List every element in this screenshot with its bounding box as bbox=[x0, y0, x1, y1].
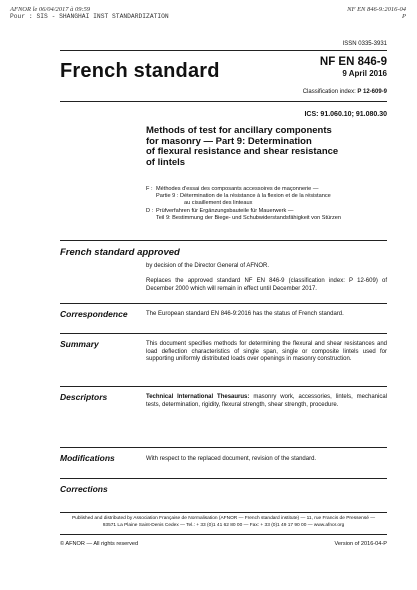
document-title-line-4: of lintels bbox=[146, 156, 186, 168]
descriptors-keywords: masonry work, accessories, lintels, mechanical tests, determination, rigidity, flexural strength, shear strength, procedure. bbox=[146, 394, 388, 408]
german-line-1: Prüfverfahren für Ergänzungsbauteile für Mauerwerk — bbox=[156, 207, 294, 214]
reference-line-2: P bbox=[402, 13, 406, 20]
modifications-heading: Modifications bbox=[60, 453, 115, 463]
stamp-line-1: AFNOR le 06/04/2017 à 09:59 bbox=[10, 6, 91, 13]
publisher-line-2: 93571 La Plaine Saint-Denis Cedex — Tel.: + 33 (0)1 41 62 80 00 — Fax: + 33 (0)1 49 17 90 00 — www.afnor.org bbox=[102, 522, 345, 528]
version-label: Version of 2016-04-P bbox=[334, 541, 387, 547]
approved-text-2: Replaces the approved standard NF EN 846-9 (classification index: P 12-609) of December 2000 which will remain in effect until December 2017. bbox=[146, 278, 387, 292]
approved-heading: French standard approved bbox=[60, 247, 180, 258]
summary-heading: Summary bbox=[60, 339, 99, 349]
publisher-info bbox=[60, 516, 387, 529]
classification-value: P 12-609-9 bbox=[357, 89, 387, 95]
descriptors-text bbox=[146, 394, 387, 409]
issn-label: ISSN 0335-3931 bbox=[342, 41, 387, 47]
ics-codes: ICS: 91.060.10; 91.080.30 bbox=[304, 111, 387, 118]
page-title: French standard bbox=[60, 60, 220, 82]
corrections-heading: Corrections bbox=[60, 484, 108, 494]
french-tag: F : bbox=[146, 186, 153, 192]
document-reference bbox=[347, 6, 406, 20]
german-line-2: Teil 9: Bestimmung der Biege- und Schubwiderstandsfähigkeit von Stürzen bbox=[156, 214, 342, 221]
copyright-notice: © AFNOR — All rights reserved bbox=[60, 541, 139, 547]
descriptors-label: Technical International Thesaurus: bbox=[146, 394, 250, 400]
modifications-text: With respect to the replaced document, revision of the standard. bbox=[146, 456, 317, 462]
correspondence-text: The European standard EN 846-9:2016 has the status of French standard. bbox=[146, 311, 344, 317]
document-title bbox=[146, 126, 386, 168]
document-title-line-1: Methods of test for ancillary components bbox=[146, 125, 332, 136]
footer-bottom-rule bbox=[60, 534, 387, 535]
top-rule bbox=[60, 50, 387, 51]
french-line-1: Méthodes d'essai des composants accessoires de maçonnerie — bbox=[156, 186, 319, 192]
modifications-rule bbox=[60, 447, 387, 448]
document-title-line-3: of flexural resistance and shear resistance bbox=[146, 146, 339, 157]
reference-line-1: NF EN 846-9:2016-04 bbox=[347, 6, 406, 13]
download-stamp bbox=[10, 6, 169, 20]
document-title-line-2: for masonry — Part 9: Determination bbox=[146, 135, 312, 147]
descriptors-heading: Descriptors bbox=[60, 392, 108, 402]
french-line-3: au cisaillement des linteaux bbox=[184, 200, 253, 207]
standard-date: 9 April 2016 bbox=[342, 69, 387, 78]
approved-rule bbox=[60, 240, 387, 241]
french-line-2: Partie 9 : Détermination de la résistance à la flexion et de la résistance bbox=[156, 193, 331, 200]
ics-rule bbox=[60, 101, 387, 102]
summary-text: This document specifies methods for determining the flexural and shear resistances and load deflection characteristics of single span, single or composite lintels used for supporting uniformly distributed loads over openings in masonry construction. bbox=[146, 341, 387, 362]
standard-number: NF EN 846-9 bbox=[319, 56, 387, 68]
title-translations bbox=[146, 186, 386, 222]
descriptors-rule bbox=[60, 386, 387, 387]
classification-label: Classification index: bbox=[302, 89, 358, 95]
publisher-line-1: Published and distributed by Association Française de Normalisation (AFNOR — French standard institute) — 11, rue Francis de Pressensé — bbox=[71, 516, 376, 521]
german-tag: D : bbox=[146, 207, 154, 214]
correspondence-heading: Correspondence bbox=[60, 309, 128, 319]
summary-rule bbox=[60, 333, 387, 334]
correspondence-rule bbox=[60, 303, 387, 304]
approved-text-1: by decision of the Director General of AFNOR. bbox=[146, 263, 270, 269]
footer-rule bbox=[60, 512, 387, 513]
classification-index bbox=[303, 89, 387, 95]
corrections-rule bbox=[60, 478, 387, 479]
stamp-line-2: Pour : SIS - SHANGHAI INST STANDARDIZATION bbox=[10, 13, 169, 20]
